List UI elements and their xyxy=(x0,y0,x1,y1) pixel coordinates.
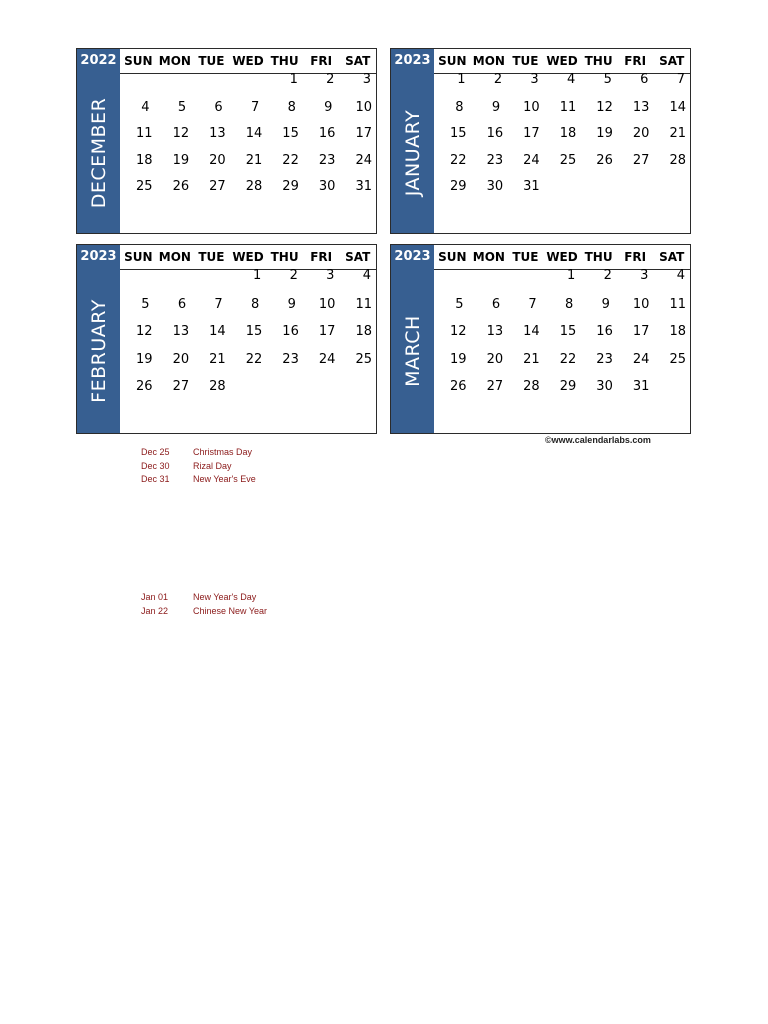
weekday-wed: WED xyxy=(546,54,578,68)
month-sidebar xyxy=(391,269,434,433)
day-grid xyxy=(434,270,690,408)
day-cell: 21 xyxy=(669,126,686,141)
weekday-wed: WED xyxy=(232,250,264,264)
day-cell: 26 xyxy=(596,152,613,168)
day-cell: 22 xyxy=(245,351,263,367)
weekday-sun: SUN xyxy=(438,250,467,264)
day-cell: 6 xyxy=(640,72,649,87)
holiday-date: Jan 22 xyxy=(141,605,169,616)
weekday-wed: WED xyxy=(232,54,264,68)
day-cell: 3 xyxy=(530,72,539,87)
holiday-date: Jan 01 xyxy=(141,592,169,602)
day-cell: 24 xyxy=(318,351,336,367)
weekday-tue: TUE xyxy=(512,250,539,264)
day-cell: 18 xyxy=(559,126,577,141)
day-cell: 21 xyxy=(523,351,540,367)
day-cell: 21 xyxy=(245,152,263,168)
day-cell: 14 xyxy=(209,324,226,339)
day-cell: 5 xyxy=(603,72,612,87)
empty-cell xyxy=(120,74,157,101)
day-cell: 9 xyxy=(287,296,296,312)
month-name: JANUARY xyxy=(401,109,424,197)
weekday-header xyxy=(120,245,376,270)
day-cell: 1 xyxy=(289,72,298,87)
day-cell: 31 xyxy=(632,379,650,394)
day-cell: 7 xyxy=(676,72,685,87)
day-cell: 6 xyxy=(214,99,223,115)
holiday-item xyxy=(141,606,267,620)
empty-cell xyxy=(230,74,267,101)
empty-cell xyxy=(157,270,194,298)
holiday-item xyxy=(141,447,256,461)
day-cell: 4 xyxy=(362,268,371,283)
day-cell: 2 xyxy=(289,268,298,283)
day-cell: 28 xyxy=(669,152,686,168)
month-sidebar xyxy=(391,73,434,233)
weekday-sun: SUN xyxy=(438,54,467,68)
weekday-header xyxy=(434,245,690,270)
day-cell: 10 xyxy=(632,296,650,312)
day-cell: 20 xyxy=(632,126,650,141)
day-cell: 4 xyxy=(141,99,150,115)
day-cell: 14 xyxy=(669,99,686,115)
day-cell: 31 xyxy=(523,179,540,194)
day-cell: 27 xyxy=(486,379,504,394)
day-cell: 8 xyxy=(565,296,574,312)
day-cell: 25 xyxy=(355,351,372,367)
day-cell: 6 xyxy=(491,296,501,312)
day-cell: 15 xyxy=(245,324,263,339)
day-cell: 25 xyxy=(136,179,153,194)
weekday-fri: FRI xyxy=(624,54,647,68)
day-cell: 8 xyxy=(251,296,260,312)
day-cell: 3 xyxy=(362,72,371,87)
day-cell: 14 xyxy=(245,126,263,141)
day-cell: 9 xyxy=(324,99,333,115)
day-cell: 11 xyxy=(669,296,686,312)
month-name: FEBRUARY xyxy=(87,299,110,403)
day-cell: 5 xyxy=(455,296,464,312)
month-name: MARCH xyxy=(401,315,424,387)
empty-cell xyxy=(471,270,508,298)
weekday-thu: THU xyxy=(270,54,299,68)
empty-cell xyxy=(507,270,544,298)
day-grid xyxy=(120,270,376,408)
year-label: 2023 xyxy=(391,245,434,269)
day-cell: 4 xyxy=(676,268,685,283)
day-cell: 22 xyxy=(450,152,467,168)
day-cell: 22 xyxy=(282,152,299,168)
weekday-header xyxy=(120,49,376,74)
holiday-item xyxy=(141,461,256,475)
day-cell: 17 xyxy=(318,324,336,339)
day-cell: 2 xyxy=(603,268,612,283)
year-label: 2023 xyxy=(391,49,434,73)
holiday-date: Dec 30 xyxy=(141,460,170,471)
day-cell: 23 xyxy=(282,351,299,367)
day-cell: 3 xyxy=(640,268,649,283)
day-cell: 8 xyxy=(455,99,464,115)
empty-cell xyxy=(193,270,230,298)
day-cell: 13 xyxy=(172,324,190,339)
calendar-december-2022 xyxy=(76,48,377,234)
day-cell: 18 xyxy=(136,152,153,168)
weekday-mon: MON xyxy=(158,250,191,264)
day-cell: 27 xyxy=(172,379,190,394)
day-cell: 2 xyxy=(326,72,335,87)
day-cell: 30 xyxy=(596,379,613,394)
day-cell: 20 xyxy=(209,152,226,168)
day-cell: 9 xyxy=(491,99,501,115)
year-label: 2023 xyxy=(77,245,120,269)
day-cell: 25 xyxy=(669,351,686,367)
day-cell: 17 xyxy=(355,126,372,141)
day-cell: 16 xyxy=(282,324,299,339)
day-cell: 15 xyxy=(282,126,299,141)
weekday-sun: SUN xyxy=(124,250,153,264)
weekday-thu: THU xyxy=(584,250,613,264)
day-cell: 28 xyxy=(209,379,226,394)
day-cell: 10 xyxy=(318,296,336,312)
day-cell: 27 xyxy=(209,179,226,194)
day-cell: 11 xyxy=(136,126,153,141)
weekday-thu: THU xyxy=(270,250,299,264)
weekday-sat: SAT xyxy=(659,250,685,264)
day-grid xyxy=(120,74,376,207)
holiday-list-december xyxy=(141,447,256,488)
day-cell: 1 xyxy=(457,72,466,87)
day-cell: 12 xyxy=(596,99,613,115)
day-cell: 24 xyxy=(523,152,540,168)
weekday-sat: SAT xyxy=(659,54,685,68)
holiday-name: Rizal Day xyxy=(193,460,232,471)
holiday-name: Chinese New Year xyxy=(193,605,268,616)
month-sidebar xyxy=(77,73,120,233)
weekday-fri: FRI xyxy=(310,250,333,264)
day-cell: 13 xyxy=(209,126,226,141)
holiday-name: New Year's Day xyxy=(193,592,257,602)
day-cell: 29 xyxy=(282,179,299,194)
day-cell: 10 xyxy=(523,99,540,115)
day-cell: 19 xyxy=(596,126,613,141)
empty-cell xyxy=(120,270,157,298)
day-cell: 5 xyxy=(177,99,187,115)
day-cell: 15 xyxy=(559,324,577,339)
empty-cell xyxy=(434,270,471,298)
weekday-fri: FRI xyxy=(310,54,333,68)
month-sidebar xyxy=(77,269,120,433)
day-cell: 1 xyxy=(253,268,262,283)
day-cell: 28 xyxy=(245,179,263,194)
month-name: DECEMBER xyxy=(87,97,110,209)
day-cell: 19 xyxy=(450,351,467,367)
day-cell: 1 xyxy=(567,268,576,283)
day-cell: 16 xyxy=(486,126,504,141)
day-cell: 30 xyxy=(486,179,504,194)
year-label: 2022 xyxy=(77,49,120,73)
day-cell: 11 xyxy=(355,296,372,312)
day-cell: 8 xyxy=(287,99,296,115)
day-cell: 17 xyxy=(523,126,540,141)
day-cell: 24 xyxy=(632,351,650,367)
day-cell: 24 xyxy=(355,152,372,168)
day-cell: 25 xyxy=(559,152,577,168)
day-cell: 29 xyxy=(450,179,467,194)
calendar-january-2023 xyxy=(390,48,691,234)
day-cell: 22 xyxy=(559,351,577,367)
day-cell: 19 xyxy=(172,152,190,168)
day-cell: 7 xyxy=(251,99,260,115)
day-cell: 4 xyxy=(567,72,576,87)
day-cell: 9 xyxy=(601,296,610,312)
day-cell: 18 xyxy=(355,324,372,339)
day-cell: 12 xyxy=(172,126,190,141)
day-cell: 28 xyxy=(523,379,540,394)
weekday-tue: TUE xyxy=(198,54,225,68)
day-cell: 26 xyxy=(450,379,467,394)
day-cell: 16 xyxy=(596,324,613,339)
day-grid xyxy=(434,74,690,207)
day-cell: 6 xyxy=(177,296,187,312)
credit-link[interactable]: ©www.calendarlabs.com xyxy=(545,435,651,445)
day-cell: 11 xyxy=(559,99,577,115)
weekday-sun: SUN xyxy=(124,54,153,68)
empty-cell xyxy=(157,74,194,101)
day-cell: 31 xyxy=(355,179,372,194)
day-cell: 18 xyxy=(669,324,686,339)
day-cell: 20 xyxy=(486,351,504,367)
weekday-tue: TUE xyxy=(512,54,539,68)
weekday-mon: MON xyxy=(472,250,505,264)
day-cell: 21 xyxy=(209,351,226,367)
day-cell: 29 xyxy=(559,379,577,394)
day-cell: 5 xyxy=(141,296,150,312)
holiday-item xyxy=(141,592,267,606)
day-cell: 27 xyxy=(632,152,650,168)
weekday-wed: WED xyxy=(546,250,578,264)
holiday-date: Dec 31 xyxy=(141,474,170,484)
weekday-tue: TUE xyxy=(198,250,225,264)
day-cell: 10 xyxy=(355,99,372,115)
day-cell: 26 xyxy=(136,379,153,394)
day-cell: 12 xyxy=(450,324,467,339)
weekday-fri: FRI xyxy=(624,250,647,264)
holiday-item xyxy=(141,474,256,488)
day-cell: 30 xyxy=(318,179,336,194)
day-cell: 12 xyxy=(136,324,153,339)
day-cell: 23 xyxy=(486,152,504,168)
day-cell: 17 xyxy=(632,324,650,339)
day-cell: 13 xyxy=(486,324,504,339)
day-cell: 23 xyxy=(318,152,336,168)
weekday-sat: SAT xyxy=(345,54,371,68)
day-cell: 7 xyxy=(214,296,223,312)
day-cell: 23 xyxy=(596,351,613,367)
holiday-name: Christmas Day xyxy=(193,447,253,457)
weekday-mon: MON xyxy=(158,54,191,68)
day-cell: 13 xyxy=(632,99,650,115)
holiday-name: New Year's Eve xyxy=(193,474,256,484)
day-cell: 15 xyxy=(450,126,467,141)
weekday-thu: THU xyxy=(584,54,613,68)
weekday-sat: SAT xyxy=(345,250,371,264)
weekday-header xyxy=(434,49,690,74)
day-cell: 7 xyxy=(528,296,537,312)
day-cell: 3 xyxy=(326,268,335,283)
day-cell: 26 xyxy=(172,179,190,194)
day-cell: 20 xyxy=(172,351,190,367)
day-cell: 19 xyxy=(136,351,153,367)
day-cell: 16 xyxy=(318,126,336,141)
empty-cell xyxy=(193,74,230,101)
holiday-list-january xyxy=(141,592,267,619)
day-cell: 14 xyxy=(523,324,540,339)
weekday-mon: MON xyxy=(472,54,505,68)
day-cell: 2 xyxy=(493,72,503,87)
holiday-date: Dec 25 xyxy=(141,447,170,457)
calendar-march-2023 xyxy=(390,244,691,434)
calendar-february-2023 xyxy=(76,244,377,434)
